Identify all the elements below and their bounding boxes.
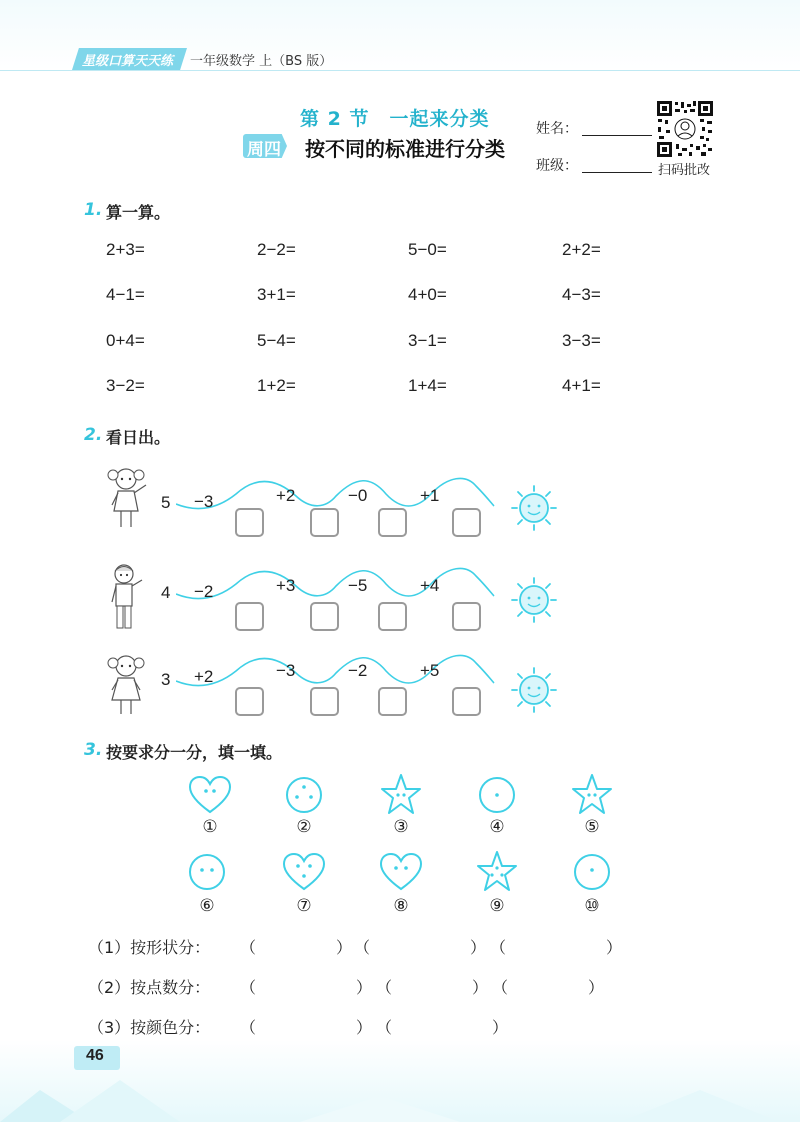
answer-box[interactable]	[378, 687, 407, 716]
page-number: 46	[86, 1047, 104, 1064]
start-number: 4	[161, 583, 171, 602]
q1-title: 算一算。	[106, 203, 171, 222]
answer-paren[interactable]: （ ）	[354, 938, 487, 957]
series-title: 星级口算天天练	[82, 54, 174, 69]
girl-icon	[100, 463, 156, 533]
calc-item: 4−3=	[562, 285, 601, 304]
answer-paren[interactable]: （ ）	[492, 978, 605, 997]
calc-item: 2−2=	[257, 240, 296, 259]
calc-item: 3−3=	[562, 331, 601, 350]
shape-label: ③	[393, 817, 409, 837]
answer-box[interactable]	[310, 508, 339, 537]
boy-icon	[104, 562, 148, 632]
class-field[interactable]	[582, 172, 652, 173]
heart-icon	[282, 852, 326, 892]
calc-item: 3−2=	[106, 376, 145, 395]
answer-box[interactable]	[310, 687, 339, 716]
wave-path	[176, 564, 496, 604]
q3-title: 按要求分一分，填一填。	[106, 743, 283, 762]
name-label: 姓名：	[536, 121, 578, 137]
calc-item: 3−1=	[408, 331, 447, 350]
day-label: 周四	[247, 140, 281, 160]
footer-mountains	[0, 1060, 800, 1122]
circle-icon	[572, 852, 612, 892]
q2-title: 看日出。	[106, 428, 171, 447]
calc-item: 1+2=	[257, 376, 296, 395]
answer-box[interactable]	[235, 687, 264, 716]
shape-label: ⑨	[489, 896, 505, 916]
calc-item: 3+1=	[257, 285, 296, 304]
answer-paren[interactable]: （ ）	[240, 938, 353, 957]
operation: −0	[348, 486, 368, 505]
section-title: 第 2 节 一起来分类	[300, 108, 490, 130]
calc-item: 1+4=	[408, 376, 447, 395]
star-icon	[476, 850, 518, 892]
answer-box[interactable]	[378, 602, 407, 631]
q3-number: 3.	[84, 740, 103, 760]
operation: −5	[348, 576, 368, 595]
calc-item: 4+1=	[562, 376, 601, 395]
shape-label: ⑦	[296, 896, 312, 916]
qr-code-icon[interactable]	[656, 100, 714, 158]
header-divider	[0, 70, 800, 71]
answer-box[interactable]	[235, 602, 264, 631]
operation: −3	[194, 492, 214, 511]
q2-number: 2.	[84, 425, 103, 445]
heart-icon	[379, 852, 423, 892]
star-icon	[380, 773, 422, 815]
calc-item: 2+3=	[106, 240, 145, 259]
operation: +5	[420, 661, 440, 680]
circle-icon	[284, 775, 324, 815]
answer-box[interactable]	[378, 508, 407, 537]
topic-title: 按不同的标准进行分类	[305, 137, 505, 161]
calc-item: 5−0=	[408, 240, 447, 259]
calc-item: 2+2=	[562, 240, 601, 259]
qr-label: 扫码批改	[658, 163, 711, 178]
book-title: 一年级数学 上（BS 版）	[190, 54, 333, 69]
q1-number: 1.	[84, 200, 103, 220]
shape-label: ⑤	[584, 817, 600, 837]
start-number: 3	[161, 670, 171, 689]
answer-paren[interactable]: （ ）	[240, 978, 373, 997]
sun-icon	[510, 576, 558, 624]
sub-question-color: （3）按颜色分：	[88, 1018, 211, 1037]
answer-paren[interactable]: （ ）	[490, 938, 623, 957]
answer-paren[interactable]: （ ）	[240, 1018, 373, 1037]
operation: +2	[276, 486, 296, 505]
shape-label: ①	[202, 817, 218, 837]
operation: −2	[348, 661, 368, 680]
calc-item: 5−4=	[257, 331, 296, 350]
star-icon	[571, 773, 613, 815]
heart-icon	[188, 775, 232, 815]
sun-icon	[510, 666, 558, 714]
answer-box[interactable]	[452, 687, 481, 716]
shape-label: ⑥	[199, 896, 215, 916]
sub-question-shape: （1）按形状分：	[88, 938, 211, 957]
answer-paren[interactable]: （ ）	[376, 978, 489, 997]
class-label: 班级：	[536, 158, 578, 174]
calc-item: 4+0=	[408, 285, 447, 304]
calc-item: 0+4=	[106, 331, 145, 350]
operation: −2	[194, 582, 214, 601]
operation: −3	[276, 661, 296, 680]
sun-icon	[510, 484, 558, 532]
operation: +3	[276, 576, 296, 595]
shape-label: ④	[489, 817, 505, 837]
calc-item: 4−1=	[106, 285, 145, 304]
circle-icon	[477, 775, 517, 815]
wave-path	[176, 651, 496, 691]
answer-box[interactable]	[452, 508, 481, 537]
shape-label: ②	[296, 817, 312, 837]
operation: +4	[420, 576, 440, 595]
answer-paren[interactable]: （ ）	[376, 1018, 509, 1037]
answer-box[interactable]	[235, 508, 264, 537]
girl-icon	[100, 650, 156, 720]
answer-box[interactable]	[310, 602, 339, 631]
answer-box[interactable]	[452, 602, 481, 631]
operation: +1	[420, 486, 440, 505]
name-field[interactable]	[582, 135, 652, 136]
circle-icon	[187, 852, 227, 892]
shape-label: ⑧	[393, 896, 409, 916]
operation: +2	[194, 667, 214, 686]
start-number: 5	[161, 493, 171, 512]
sub-question-dots: （2）按点数分：	[88, 978, 211, 997]
shape-label: ⑩	[584, 896, 600, 916]
